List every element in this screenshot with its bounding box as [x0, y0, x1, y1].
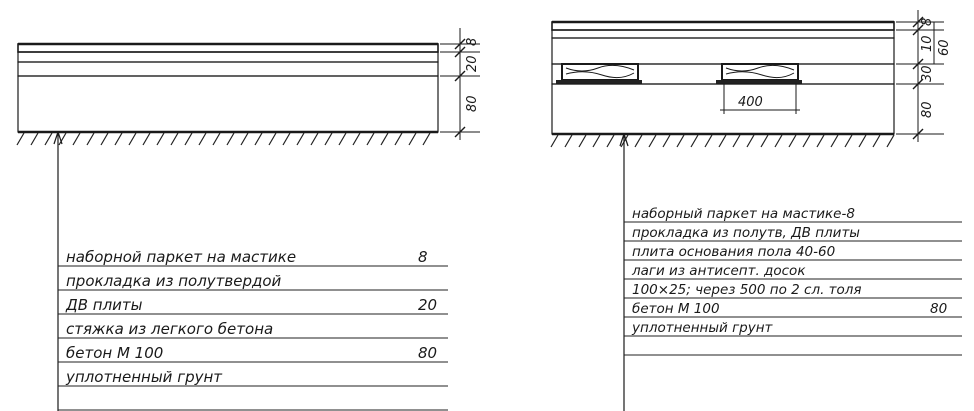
legend-item-text: прокладка из полутв, ДВ плиты [632, 225, 860, 241]
left-concrete-layer [18, 76, 438, 132]
left-dim-1: 8 [465, 37, 480, 46]
left-ground-marks [17, 133, 430, 145]
right-section [551, 10, 962, 411]
right-dim-5: 80 [920, 101, 935, 118]
legend-item-text: 100×25; через 500 по 2 сл. толя [632, 282, 862, 298]
right-fibreboard-layer [552, 30, 894, 38]
right-ground-marks [551, 135, 894, 147]
right-joist-2 [716, 64, 802, 84]
legend-item-value: 80 [418, 344, 438, 362]
legend-item-text: прокладка из полутвердой [66, 272, 282, 290]
legend-item-text: уплотненный грунт [66, 368, 223, 386]
right-dim-4: 30 [920, 65, 935, 82]
right-dim-3: 60 [937, 39, 952, 56]
legend-item-text: лаги из антисепт. досок [632, 263, 806, 279]
right-dim-2: 10 [920, 35, 935, 52]
right-legend [624, 206, 962, 355]
legend-item-text: бетон М 100 [66, 344, 164, 362]
legend-item-value: 20 [418, 296, 438, 314]
legend-item-text: наборный паркет на мастике-8 [632, 206, 855, 222]
left-section [17, 28, 480, 411]
right-base-plate-layer [552, 38, 894, 64]
right-dimension-chain [896, 10, 952, 142]
legend-item-text: уплотненный грунт [632, 320, 773, 336]
left-dimension-chain [440, 28, 480, 140]
left-dim-2: 20 [465, 55, 480, 72]
left-legend [58, 248, 448, 410]
legend-item-value: 80 [930, 301, 948, 317]
left-fibreboard-layer [18, 52, 438, 62]
left-dim-3: 80 [465, 95, 480, 112]
right-dim-1: 8 [920, 17, 935, 26]
right-joist-spacing: 400 [738, 95, 763, 110]
legend-item-text: плита основания пола 40-60 [632, 244, 836, 260]
legend-item-value: 8 [418, 248, 428, 266]
right-concrete-layer [552, 84, 894, 134]
legend-item-text: стяжка из легкого бетона [66, 320, 274, 338]
right-joist-1 [556, 64, 642, 84]
left-screed-layer [18, 62, 438, 76]
legend-item-text: наборной паркет на мастике [66, 248, 297, 266]
legend-item-text: ДВ плиты [66, 296, 143, 314]
legend-item-text: бетон М 100 [632, 301, 720, 317]
